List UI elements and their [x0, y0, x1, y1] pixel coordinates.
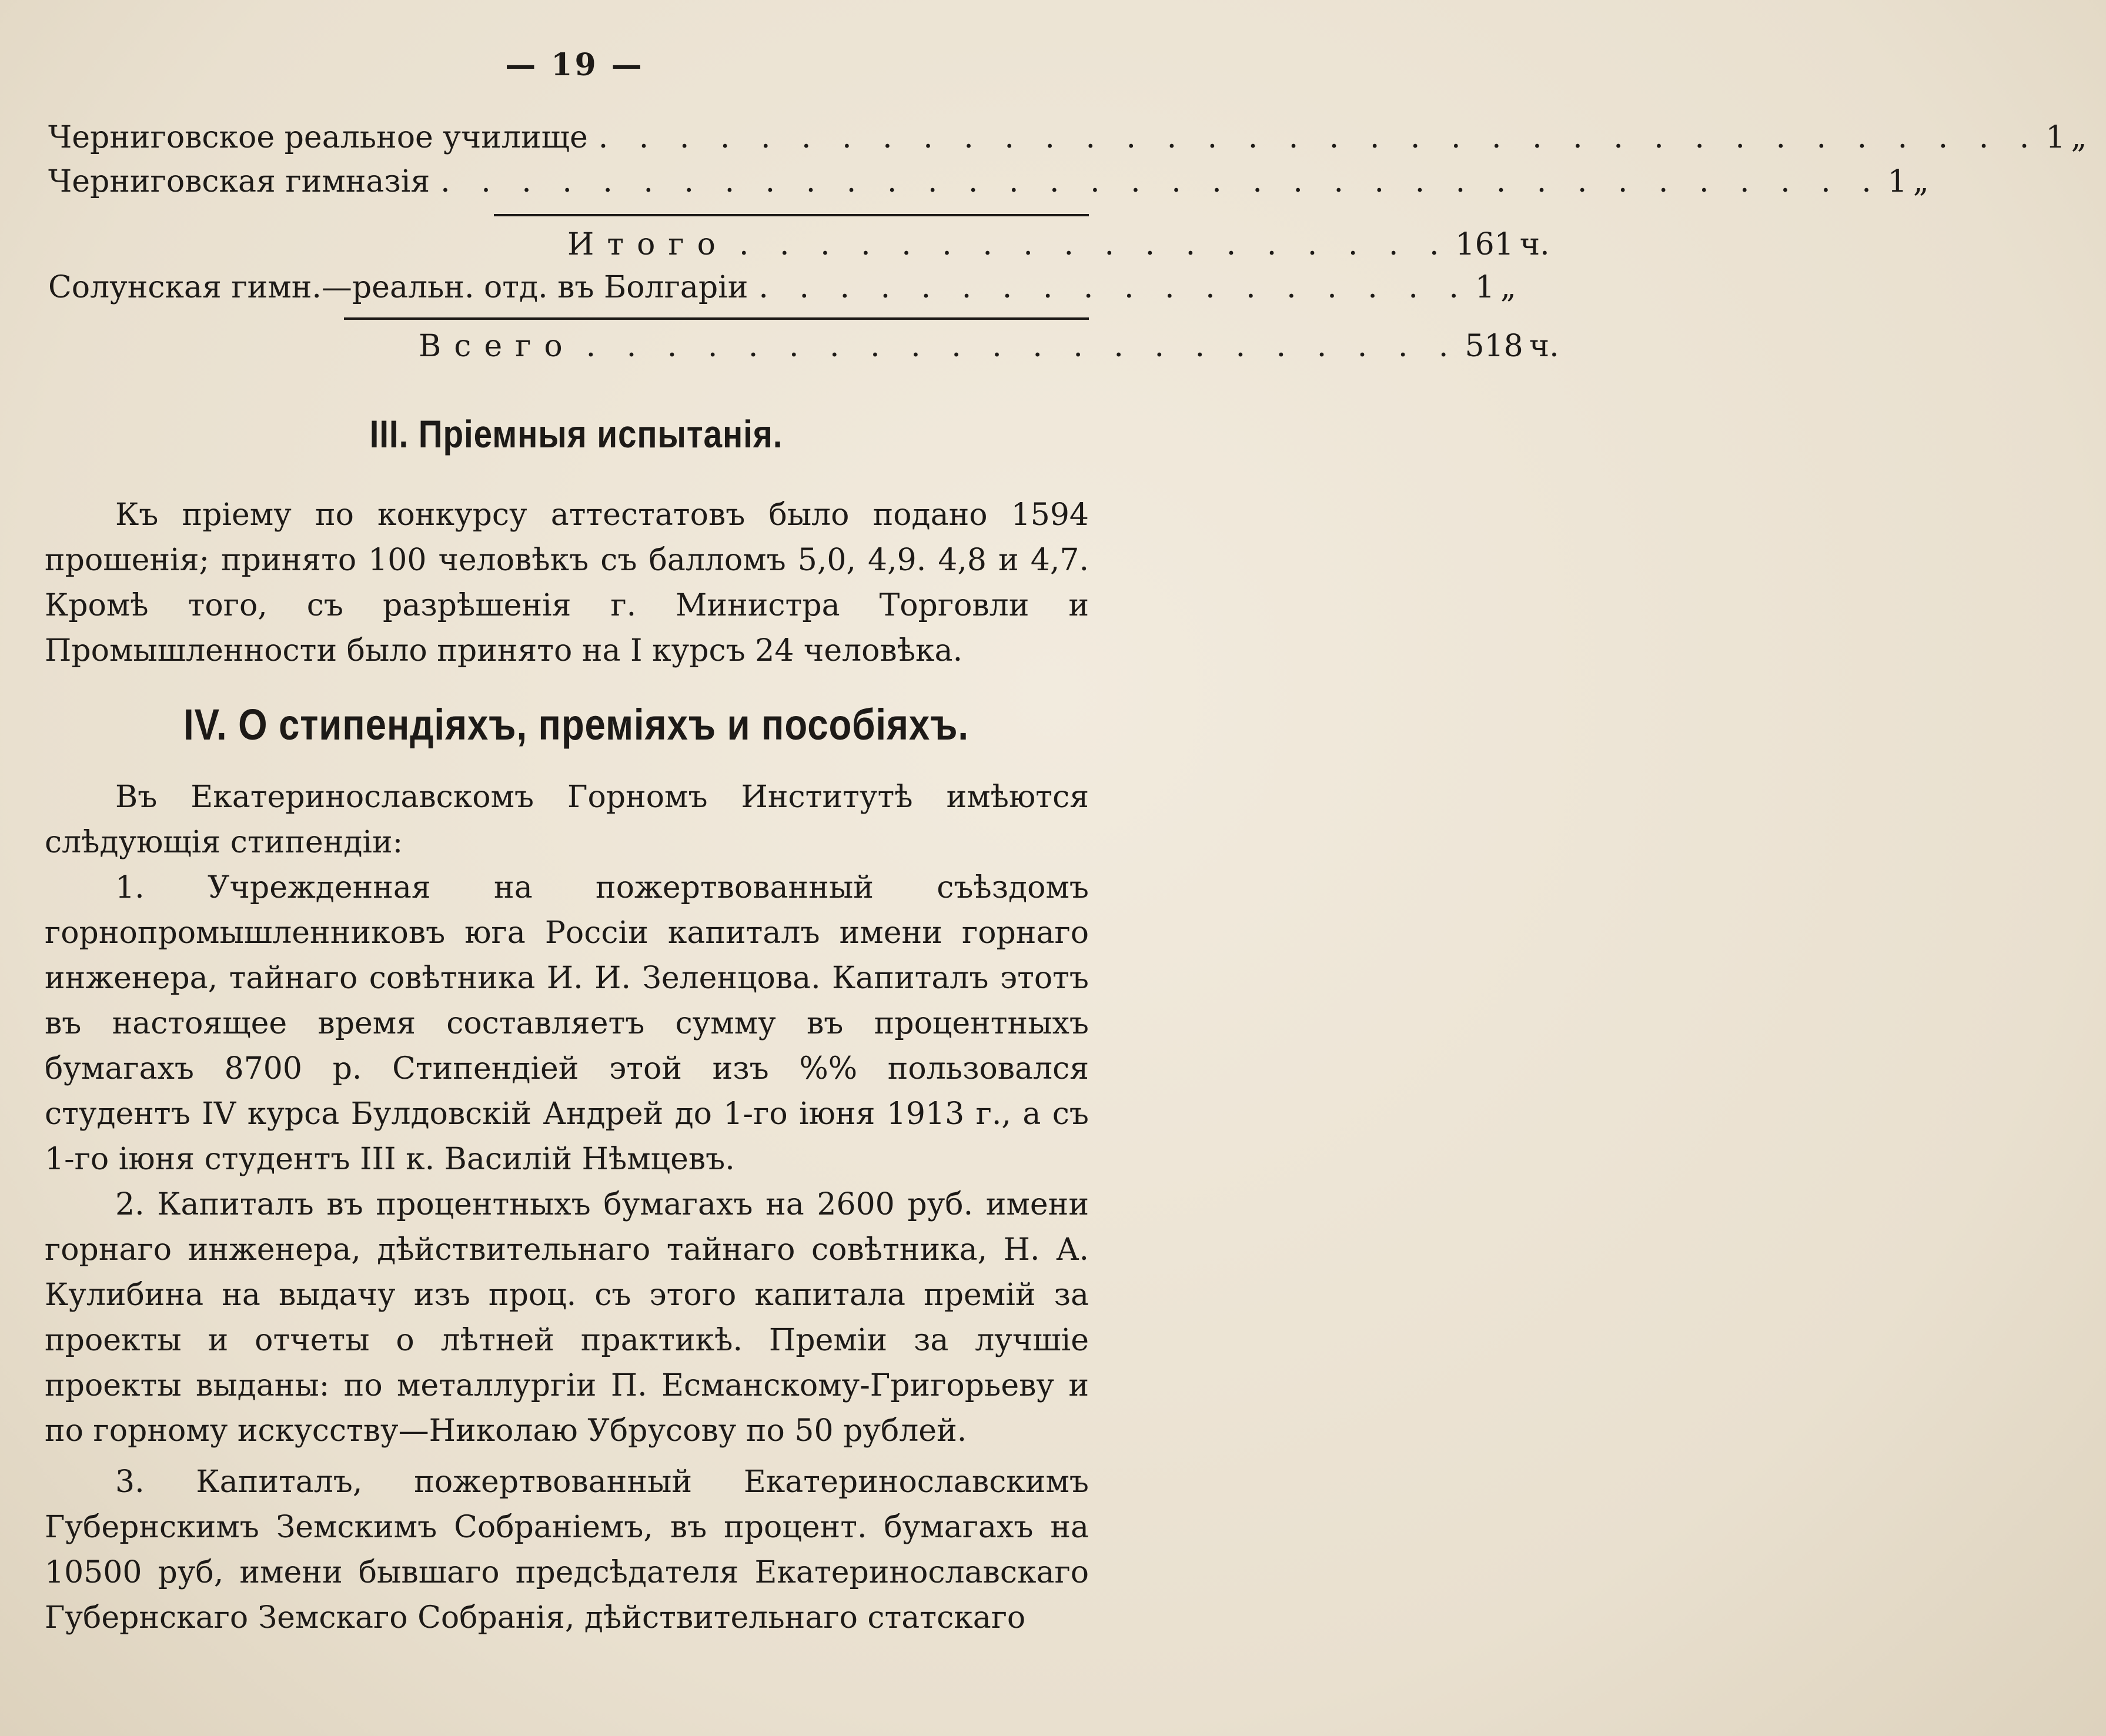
subtotal-value: 161 [1455, 227, 1514, 262]
total-unit: ч. [1529, 329, 1559, 364]
subtotal-unit: ч. [1519, 227, 1550, 262]
row-value: 1 [2045, 120, 2065, 155]
table-row [48, 120, 2087, 155]
section-3-body [45, 493, 1089, 674]
list-item: 2. Капиталъ въ процентныхъ бумагахъ на 2600 руб. имени горнаго инженера, дѣйствительнаго тайнаго совѣтника, Н. А. Кулибина на выдачу изъ проц. съ этого капитала премій за проекты и отчеты о лѣтней практикѣ. Преміи за лучшіе проекты выданы: по металлургіи П. Есманскому-Григорьеву и по горному искусству—Николаю Убрусову по 50 рублей. [45, 1187, 1089, 1449]
leader-dots: . . . . . . . . . . . . . . . . . . [738, 227, 1450, 262]
leader-dots: . . . . . . . . . . . . . . . . . . [758, 270, 1469, 305]
leader-dots: . . . . . . . . . . . . . . . . . . . . . . [586, 329, 1459, 364]
row-label: Черниговская гимназія [48, 164, 430, 199]
row-unit: „ [2071, 120, 2087, 155]
table-row [48, 270, 1516, 305]
total-rule [344, 317, 1089, 320]
section-3-heading: III. Пріемныя испытанія. [369, 412, 783, 456]
row-unit: „ [1500, 270, 1516, 305]
row-label: Черниговское реальное училище [48, 120, 588, 155]
section-4-heading: IV. О стипендіяхъ, преміяхъ и пособіяхъ. [183, 700, 969, 749]
leader-dots: . . . . . . . . . . . . . . . . . . . . . . . . . . . . . . . . . . . . [598, 120, 2040, 155]
list-item: 3. Капиталъ, пожертвованный Екатеринославскимъ Губернскимъ Земскимъ Собраніемъ, въ процент. бумагахъ на 10500 руб, имени бывшаго предсѣдателя Екатеринославскаго Губернскаго Земскаго Собранія, дѣйствительнаго статскаго [45, 1464, 1089, 1635]
paragraph: Къ пріему по конкурсу аттестатовъ было подано 1594 прошенія; принято 100 человѣкъ съ балломъ 5,0, 4,9. 4,8 и 4,7. Кромѣ того, съ разрѣшенія г. Министра Торговли и Промышленности было принято на I курсъ 24 человѣка. [45, 497, 1089, 668]
table-row [48, 164, 1929, 199]
page-number: — 19 — [505, 47, 644, 83]
section-4-body [45, 775, 1089, 1641]
row-value: 1 [1887, 164, 1907, 199]
subtotal-row [567, 227, 1550, 262]
subtotal-rule [494, 214, 1089, 216]
row-unit: „ [1913, 164, 1929, 199]
total-row [419, 329, 1559, 364]
leader-dots: . . . . . . . . . . . . . . . . . . . . . . . . . . . . . . . . . . . . [440, 164, 1882, 199]
paragraph: Въ Екатеринославскомъ Горномъ Институтѣ имѣются слѣдующія стипендіи: [45, 780, 1089, 860]
subtotal-label: Итого [567, 227, 728, 262]
row-label: Солунская гимн.—реальн. отд. въ Болгаріи [48, 270, 748, 305]
total-value: 518 [1465, 329, 1523, 364]
total-label: Всего [419, 329, 576, 364]
list-item: 1. Учрежденная на пожертвованный съѣздомъ горнопромышленниковъ юга Россіи капиталъ имени горнаго инженера, тайнаго совѣтника И. И. Зеленцова. Капиталъ этотъ въ настоящее время составляетъ сумму въ процентныхъ бумагахъ 8700 р. Стипендіей этой изъ %% пользовался студентъ IV курса Булдовскій Андрей до 1-го іюня 1913 г., а съ 1-го іюня студентъ III к. Василій Нѣмцевъ. [45, 870, 1089, 1177]
row-value: 1 [1475, 270, 1495, 305]
